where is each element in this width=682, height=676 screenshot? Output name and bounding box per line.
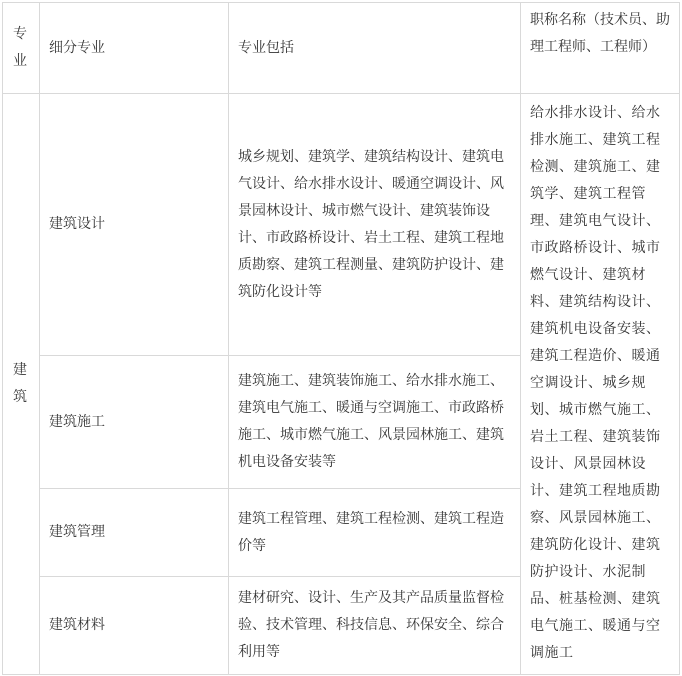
header-row [3, 3, 680, 94]
sub-major-cell: 建筑设计 [40, 94, 229, 356]
sub-major-cell: 建筑施工 [40, 356, 229, 489]
header-includes: 专业包括 [229, 3, 521, 94]
header-major: 专业 [3, 3, 40, 94]
header-sub-major: 细分专业 [40, 3, 229, 94]
titles-cell: 给水排水设计、给水排水施工、建筑工程检测、建筑施工、建筑学、建筑工程管理、建筑电气设计、市政路桥设计、城市燃气设计、建筑材料、建筑结构设计、建筑机电设备安装、建筑工程造价、暖通空调设计、城乡规划、城市燃气施工、岩土工程、建筑装饰设计、风景园林设计、建筑工程地质勘察、风景园林施工、建筑防化设计、建筑防护设计、水泥制品、桩基检测、建筑电气施工、暖通与空调施工 [521, 94, 680, 675]
table-row [3, 94, 680, 356]
includes-cell: 城乡规划、建筑学、建筑结构设计、建筑电气设计、给水排水设计、暖通空调设计、风景园林设计、城市燃气设计、建筑装饰设计、市政路桥设计、岩土工程、建筑工程地质勘察、建筑工程测量、建筑防护设计、建筑防化设计等 [229, 94, 521, 356]
title-specialty-table [2, 2, 680, 675]
major-cell [3, 94, 40, 675]
header-titles: 职称名称（技术员、助理工程师、工程师） [521, 3, 680, 94]
sub-major-cell: 建筑管理 [40, 489, 229, 577]
major-name: 建筑 [13, 362, 29, 405]
includes-cell: 建筑工程管理、建筑工程检测、建筑工程造价等 [229, 489, 521, 577]
includes-cell: 建筑施工、建筑装饰施工、给水排水施工、建筑电气施工、暖通与空调施工、市政路桥施工、城市燃气施工、风景园林施工、建筑机电设备安装等 [229, 356, 521, 489]
sub-major-cell: 建筑材料 [40, 577, 229, 675]
includes-cell: 建材研究、设计、生产及其产品质量监督检验、技术管理、科技信息、环保安全、综合利用等 [229, 577, 521, 675]
